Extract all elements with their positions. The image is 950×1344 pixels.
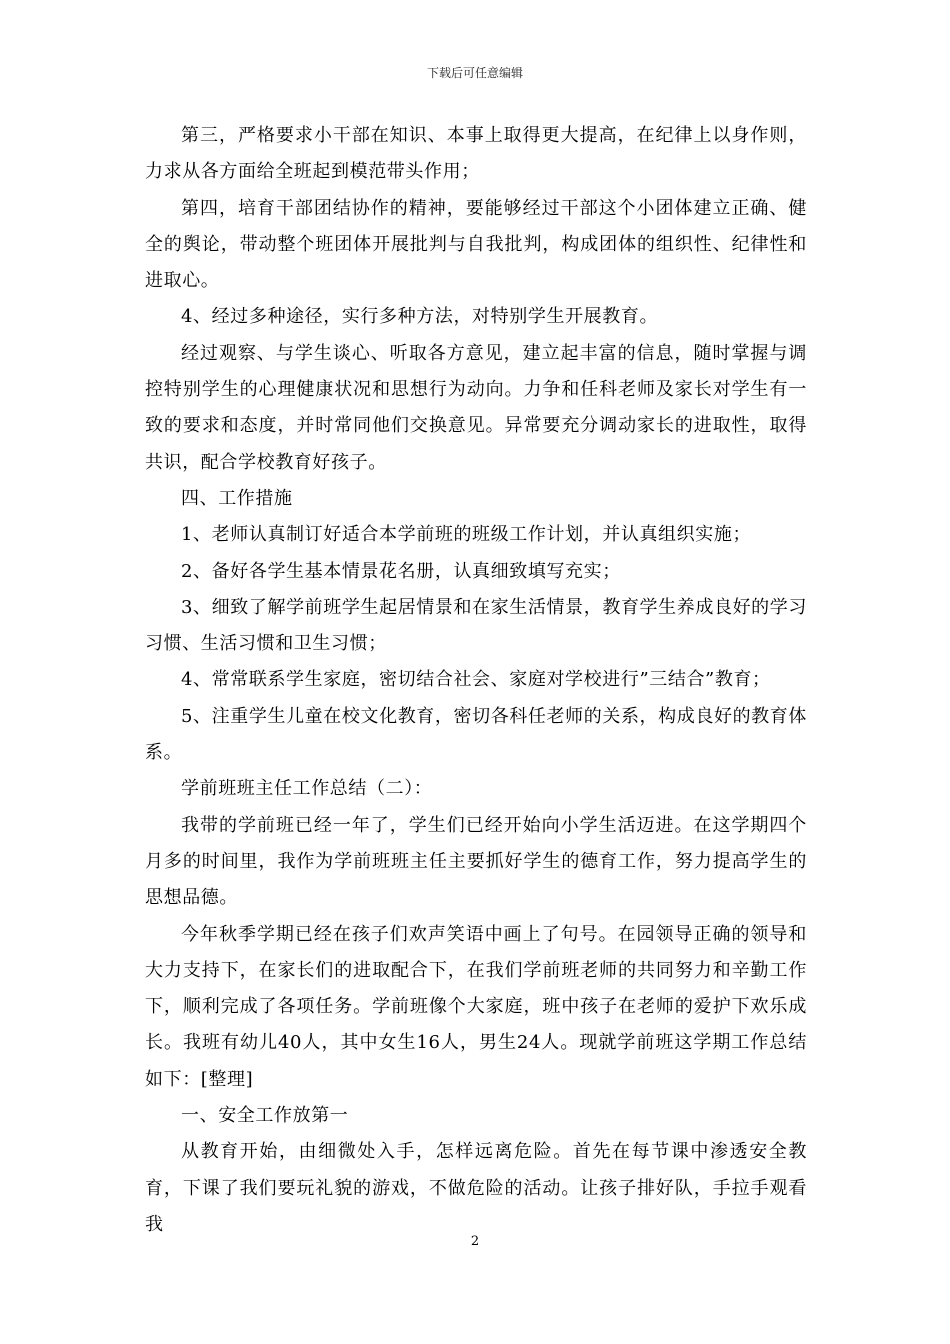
paragraph: 4、经过多种途径，实行多种方法，对特别学生开展教育。 <box>181 306 659 328</box>
paragraph: 1、老师认真制订好适合本学前班的班级工作计划，并认真组织实施； <box>181 524 752 546</box>
page-number: 2 <box>470 1234 480 1249</box>
section-heading: 四、工作措施 <box>181 487 293 509</box>
paragraph: 第三，严格要求小干部在知识、本事上取得更大提高，在纪律上以身作则，力求从各方面给全班起到模范带头作用； <box>145 125 807 183</box>
paragraph: 第四，培育干部团结协作的精神，要能够经过干部这个小团体建立正确、健全的舆论，带动整个班团体开展批判与自我批判，构成团体的组织性、纪律性和进取心。 <box>145 197 807 292</box>
page-header: 下载后可任意编辑 <box>426 66 523 80</box>
section-heading: 一、安全工作放第一 <box>181 1105 349 1127</box>
paragraph: 4、常常联系学生家庭，密切结合社会、家庭对学校进行”三结合”教育； <box>181 669 771 691</box>
paragraph: 3、细致了解学前班学生起居情景和在家生活情景，教育学生养成良好的学习习惯、生活习惯和卫生习惯； <box>145 596 807 655</box>
paragraph: 从教育开始，由细微处入手，怎样远离危险。首先在每节课中渗透安全教育，下课了我们要玩礼貌的游戏，不做危险的活动。让孩子排好队，手拉手观看我 <box>145 1141 807 1235</box>
paragraph: 5、注重学生儿童在校文化教育，密切各科任老师的关系，构成良好的教育体系。 <box>145 705 807 764</box>
paragraph: 今年秋季学期已经在孩子们欢声笑语中画上了句号。在园领导正确的领导和大力支持下，在家长们的进取配合下，在我们学前班老师的共同努力和辛勤工作下，顺利完成了各项任务。学前班像个大家庭，班中孩子在老师的爱护下欢乐成长。我班有幼儿40人，其中女生16人，男生24人。现就学前班这学期工作总结如下：[整理] <box>145 923 807 1090</box>
paragraph: 2、备好各学生基本情景花名册，认真细致填写充实； <box>181 560 621 582</box>
section-heading: 学前班班主任工作总结（二）： <box>181 778 433 800</box>
paragraph: 我带的学前班已经一年了，学生们已经开始向小学生活迈进。在这学期四个月多的时间里，我作为学前班班主任主要抓好学生的德育工作，努力提高学生的思想品德。 <box>145 814 807 909</box>
document-body <box>145 118 807 1243</box>
paragraph: 经过观察、与学生谈心、听取各方意见，建立起丰富的信息，随时掌握与调控特别学生的心理健康状况和思想行为动向。力争和任科老师及家长对学生有一致的要求和态度，并时常同他们交换意见。异常要充分调动家长的进取性，取得共识，配合学校教育好孩子。 <box>145 342 807 473</box>
